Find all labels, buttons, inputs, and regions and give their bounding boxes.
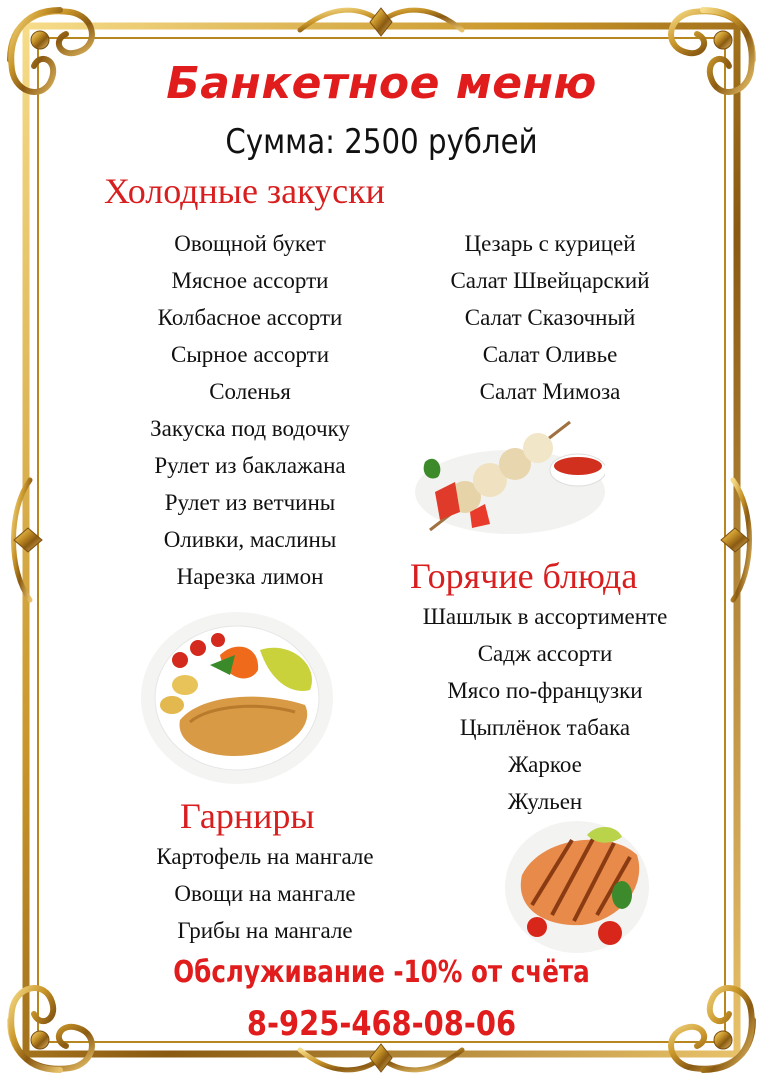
- list-item: Закуска под водочку: [150, 416, 350, 441]
- list-item: Салат Сказочный: [464, 305, 636, 330]
- cold-starters-list-col1: [100, 225, 400, 595]
- garnish-heading: Гарниры: [180, 796, 315, 836]
- grilled-salmon-photo: [502, 815, 652, 955]
- cold-starters-list-col2: [410, 225, 690, 410]
- cold-starters-heading: Холодные закуски: [104, 171, 385, 211]
- list-item: Овощной букет: [174, 231, 326, 256]
- list-item: Цыплёнок табака: [459, 715, 631, 740]
- list-item: Салат Швейцарский: [450, 268, 650, 293]
- service-charge-note: Обслуживание -10% от счёта: [173, 955, 590, 990]
- list-item: Мясное ассорти: [171, 268, 329, 293]
- list-item: Шашлык в ассортименте: [422, 604, 668, 629]
- menu-title: Банкетное меню: [166, 58, 597, 109]
- list-item: Сырное ассорти: [170, 342, 330, 367]
- list-item: Грибы на мангале: [177, 918, 353, 943]
- list-item: Колбасное ассорти: [157, 305, 343, 330]
- schnitzel-plate-photo: [140, 610, 335, 785]
- list-item: Соленья: [209, 379, 291, 404]
- list-item: Садж ассорти: [477, 641, 613, 666]
- list-item: Нарезка лимон: [176, 564, 324, 589]
- list-item: Цезарь с курицей: [464, 231, 636, 256]
- list-item: Салат Оливье: [482, 342, 618, 367]
- list-item: Рулет из ветчины: [164, 490, 336, 515]
- list-item: Жаркое: [508, 752, 582, 777]
- garnish-list: [110, 838, 420, 949]
- price-line: Сумма: 2500 рублей: [225, 122, 538, 162]
- hot-dishes-heading: Горячие блюда: [410, 556, 638, 596]
- list-item: Салат Мимоза: [479, 379, 621, 404]
- list-item: Мясо по-французки: [447, 678, 643, 703]
- list-item: Овощи на мангале: [174, 881, 356, 906]
- list-item: Картофель на мангале: [156, 844, 374, 869]
- list-item: Рулет из баклажана: [154, 453, 346, 478]
- hot-dishes-list: [390, 598, 700, 820]
- list-item: Оливки, маслины: [163, 527, 337, 552]
- skewers-photo: [410, 412, 605, 542]
- phone-number[interactable]: 8-925-468-08-06: [246, 1004, 517, 1044]
- list-item: Жульен: [507, 789, 583, 814]
